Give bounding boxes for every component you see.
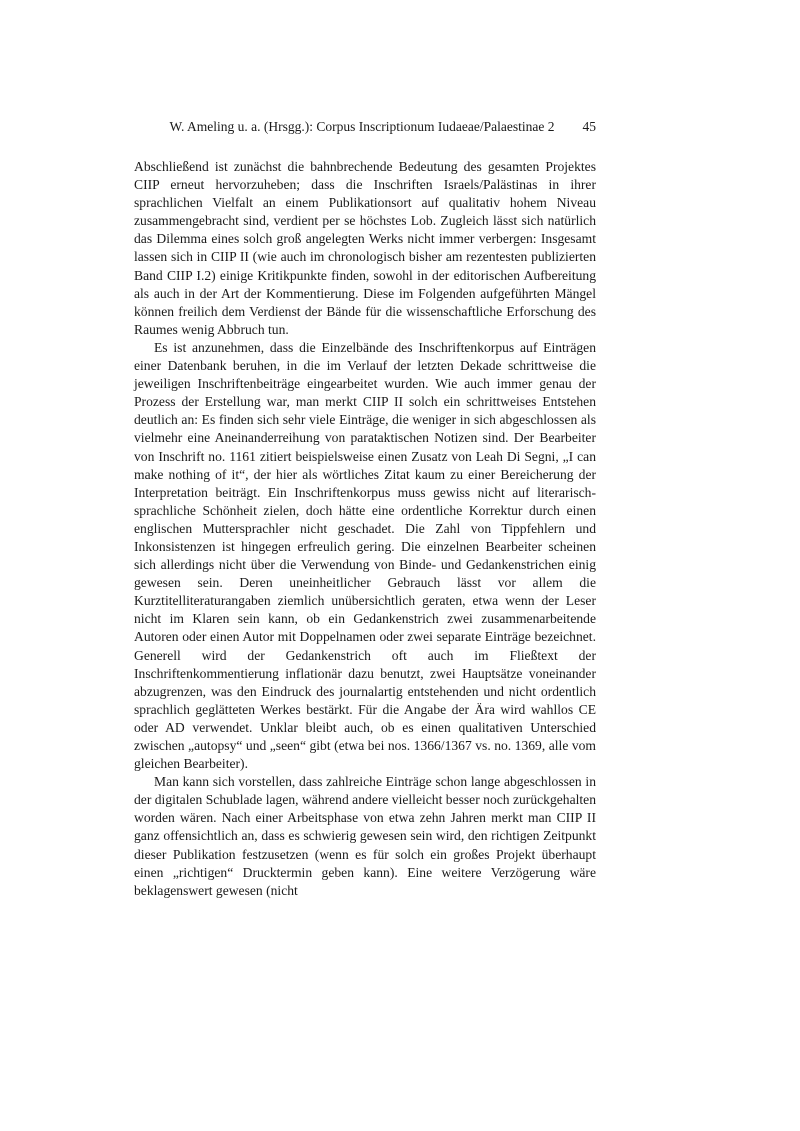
running-header-title: W. Ameling u. a. (Hrsgg.): Corpus Inscriptionum Iudaeae/Palaestinae 2 [169, 119, 555, 134]
page-number: 45 [582, 119, 596, 134]
paragraph-1: Abschließend ist zunächst die bahnbrechende Bedeutung des gesamten Projektes CIIP erneut hervorzuheben; dass die Inschriften Israels/Palästinas in ihrer sprachlichen Vielfalt an einem Publikationsort auf qualitativ hohem Niveau zusammengebracht sind, verdient per se höchstes Lob. Zugleich lässt sich natürlich das Dilemma eines solch groß angelegten Werks nicht immer verbergen: Insgesamt lassen sich in CIIP II (wie auch im chronologisch bisher am rezentesten publizierten Band CIIP I.2) einige Kritikpunkte finden, sowohl in der editorischen Aufbereitung als auch in der Art der Kommentierung. Diese im Folgenden aufgeführten Mängel können freilich dem Verdienst der Bände für die wissenschaftliche Erforschung des Raumes wenig Abbruch tun. [134, 159, 596, 337]
paragraph-3: Man kann sich vorstellen, dass zahlreiche Einträge schon lange abgeschlossen in der digitalen Schublade lagen, während andere vielleicht besser noch zurückgehalten worden wären. Nach einer Arbeitsphase von etwa zehn Jahren merkt man CIIP II ganz offensichtlich an, dass es schwierig gewesen sein wird, den richtigen Zeitpunkt dieser Publikation festzusetzen (wenn es für solch ein großes Projekt überhaupt einen „richtigen“ Drucktermin geben kann). Eine weitere Verzögerung wäre beklagenswert gewesen (nicht [134, 774, 596, 898]
running-header [134, 118, 596, 136]
body-text [134, 158, 596, 900]
paragraph-2: Es ist anzunehmen, dass die Einzelbände des Inschriftenkorpus auf Einträgen einer Datenbank beruhen, in die im Verlauf der letzten Dekade schrittweise die jeweiligen Inschriftenbeiträge eingearbeitet wurden. Wie auch immer genau der Prozess der Erstellung war, man merkt CIIP II solch ein schrittweises Entstehen deutlich an: Es finden sich sehr viele Einträge, die weniger in sich abgeschlossen als vielmehr eine Aneinanderreihung von parataktischen Notizen sind. Der Bearbeiter von Inschrift no. 1161 zitiert beispielsweise einen Zusatz von Leah Di Segni, „I can make nothing of it“, der hier als wörtliches Zitat kaum zu einer Bereicherung der Interpretation beiträgt. Ein Inschriftenkorpus muss gewiss nicht auf literarisch-sprachliche Schönheit zielen, doch hätte eine ordentliche Korrektur durch einen englischen Muttersprachler nicht geschadet. Die Zahl von Tippfehlern und Inkonsistenzen ist hingegen erfreulich gering. Die einzelnen Bearbeiter scheinen sich allerdings nicht über die Verwendung von Binde- und Gedankenstrichen einig gewesen sein. Deren uneinheitlicher Gebrauch lässt vor allem die Kurztitelliteraturangaben ziemlich unübersichtlich geraten, etwa wenn der Leser nicht im Klaren sein kann, ob ein Gedankenstrich zwei zusammenarbeitende Autoren oder einen Autor mit Doppelnamen oder zwei separate Einträge bezeichnet. Generell wird der Gedankenstrich oft auch im Fließtext der Inschriftenkommentierung inflationär dazu benutzt, zwei Hauptsätze voneinander abzugrenzen, was den Eindruck des journalartig entstehenden und nicht ordentlich sprachlich geglätteten Werkes bestärkt. Für die Angabe der Ära wird wahllos CE oder AD verwendet. Unklar bleibt auch, ob es einen qualitativen Unterschied zwischen „autopsy“ und „seen“ gibt (etwa bei nos. 1366/1367 vs. no. 1369, alle vom gleichen Bearbeiter). [134, 339, 596, 772]
